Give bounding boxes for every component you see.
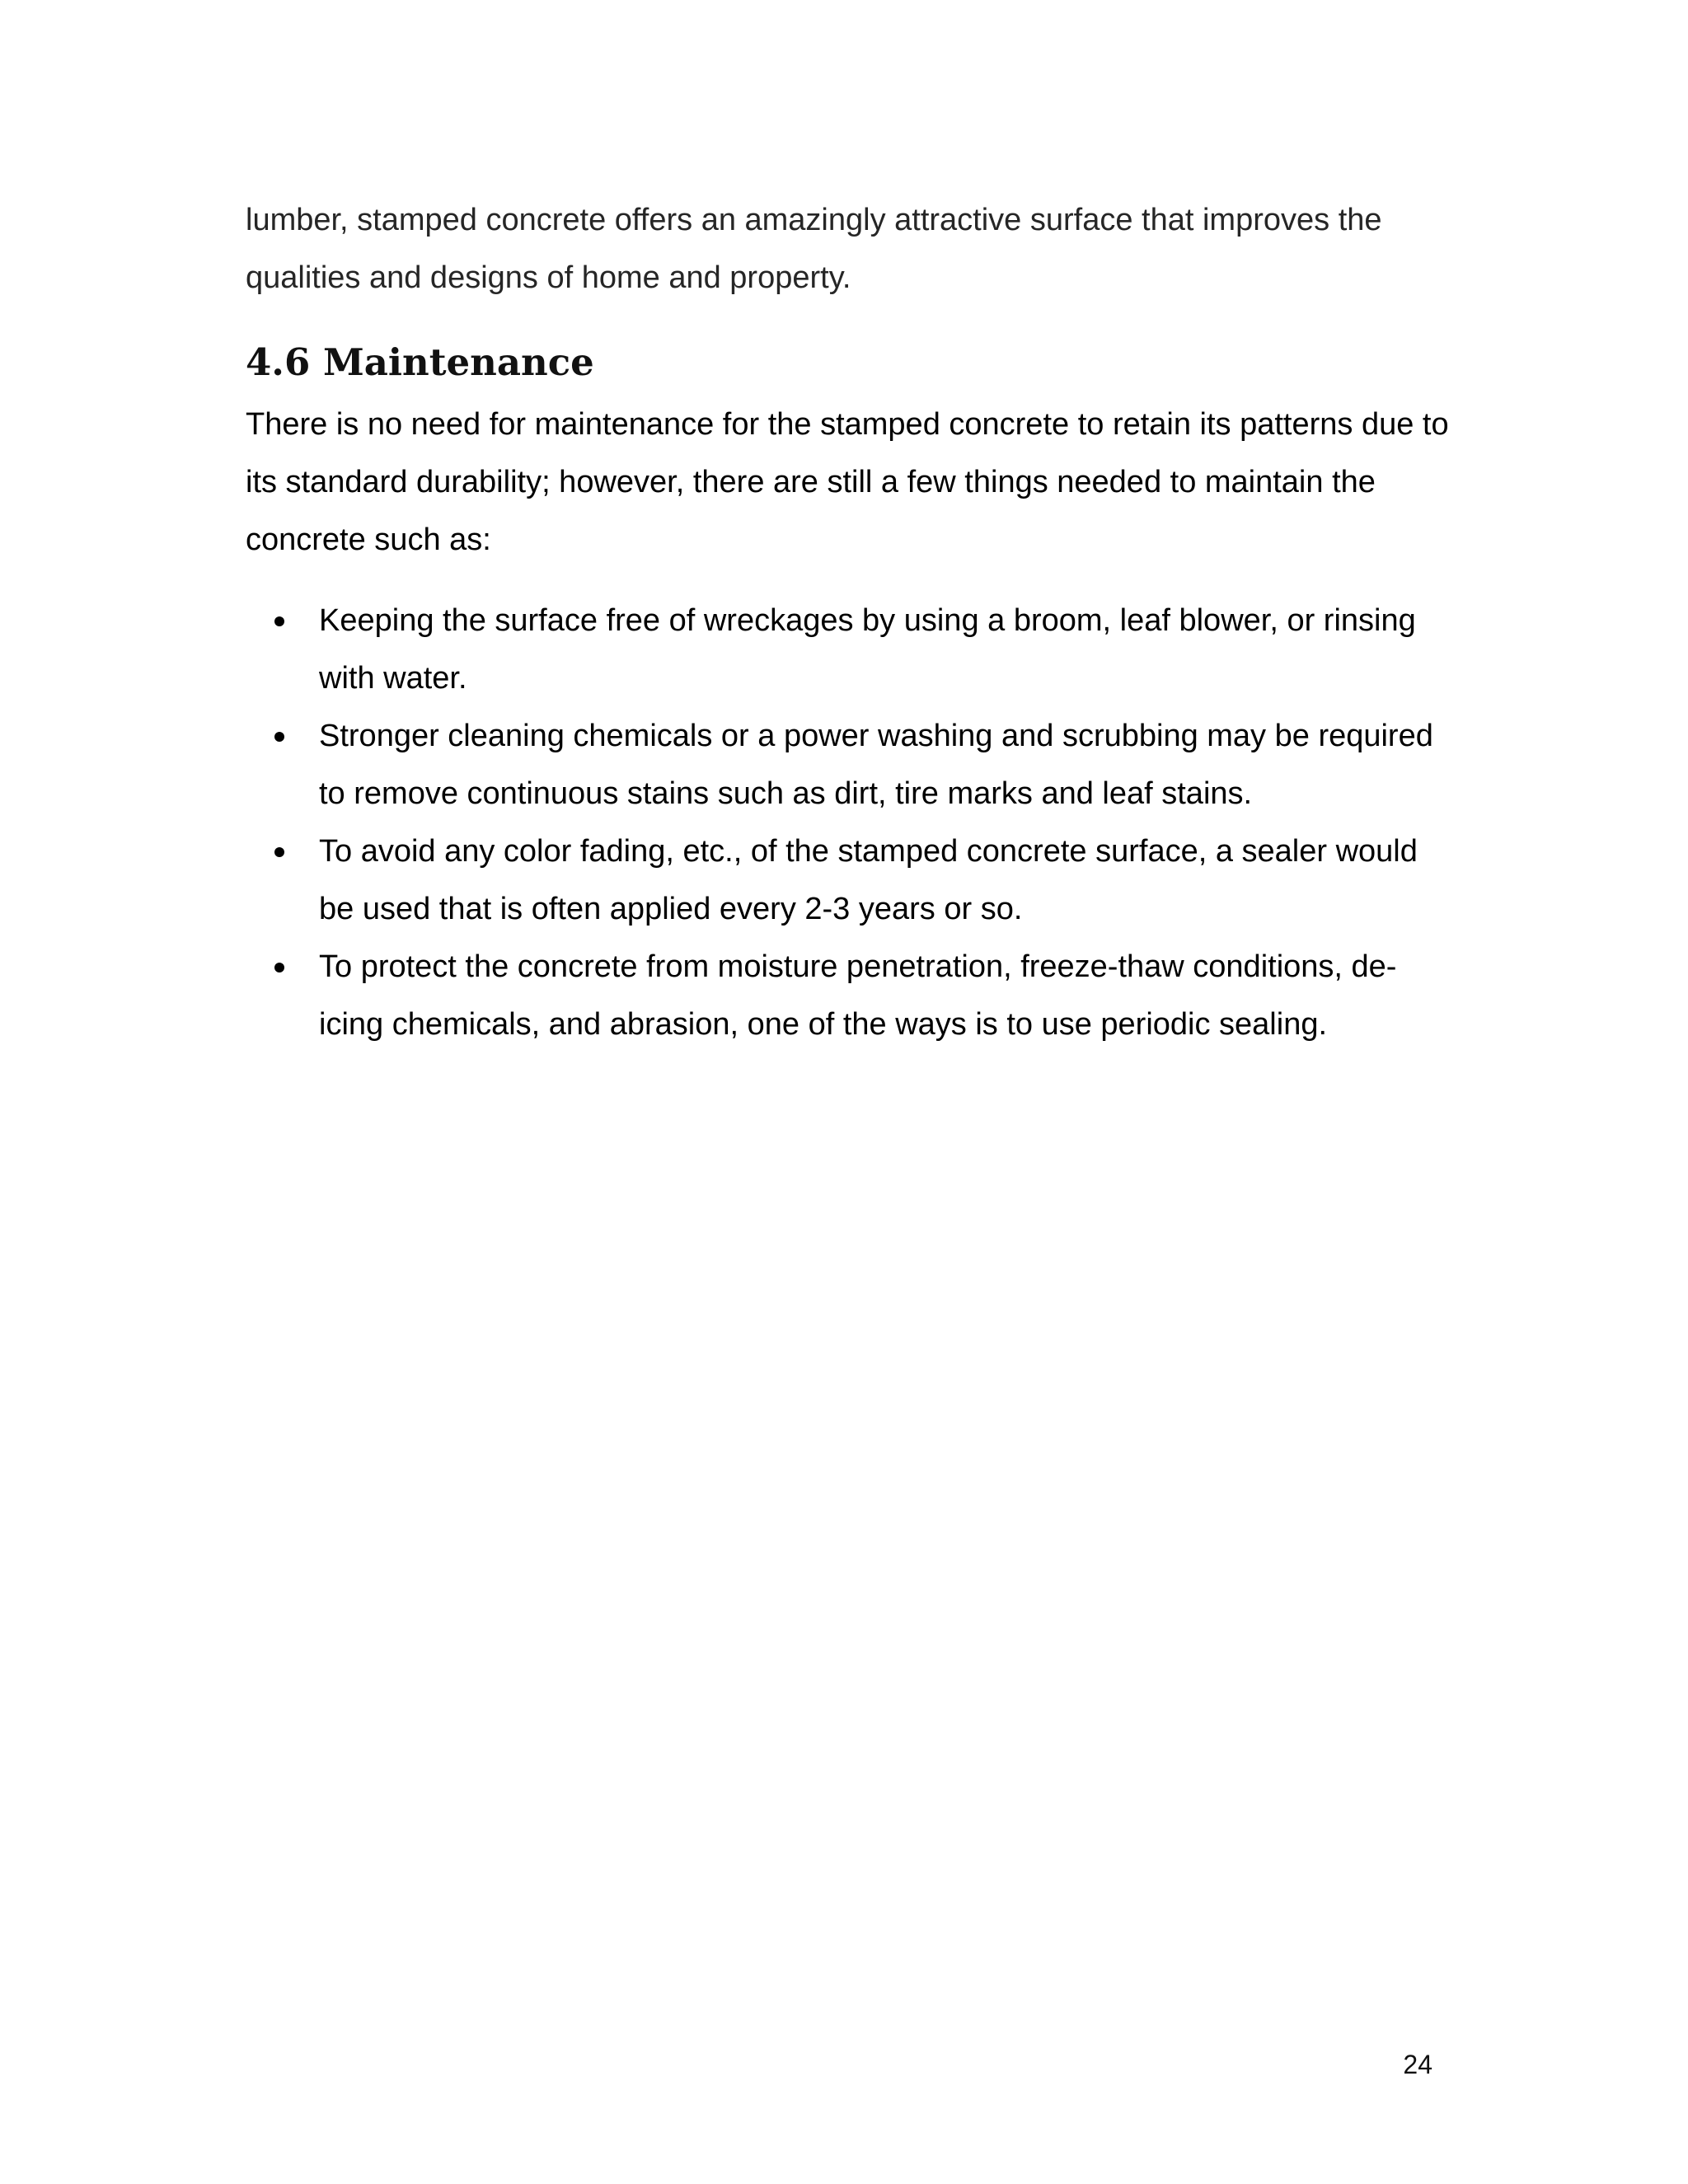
list-item-text: To protect the concrete from moisture penetration, freeze-thaw conditions, de-icing chemicals, and abrasion, one of the ways is to use periodic sealing. <box>319 949 1397 1042</box>
list-item-text: Stronger cleaning chemicals or a power washing and scrubbing may be required to remove continuous stains such as dirt, tire marks and leaf stains. <box>319 719 1433 811</box>
list-item <box>246 592 1457 707</box>
page-number: 24 <box>1403 2050 1432 2079</box>
page-content <box>246 191 1457 1053</box>
list-item-text: To avoid any color fading, etc., of the stamped concrete surface, a sealer would be used that is often applied every 2-3 years or so. <box>319 834 1418 926</box>
bullet-icon <box>274 963 284 972</box>
list-item <box>246 938 1457 1053</box>
bullet-icon <box>274 732 284 742</box>
maintenance-list <box>246 592 1457 1053</box>
section-paragraph: There is no need for maintenance for the stamped concrete to retain its patterns due to its standard durability; however, there are still a few things needed to maintain the concrete such as: <box>246 407 1449 557</box>
list-item <box>246 823 1457 938</box>
list-item-text: Keeping the surface free of wreckages by using a broom, leaf blower, or rinsing with water. <box>319 603 1416 696</box>
bullet-icon <box>274 847 284 857</box>
bullet-icon <box>274 616 284 626</box>
intro-paragraph: lumber, stamped concrete offers an amazingly attractive surface that improves the qualities and designs of home and property. <box>246 203 1382 295</box>
list-item <box>246 707 1457 823</box>
section-heading: 4.6 Maintenance <box>246 340 594 384</box>
